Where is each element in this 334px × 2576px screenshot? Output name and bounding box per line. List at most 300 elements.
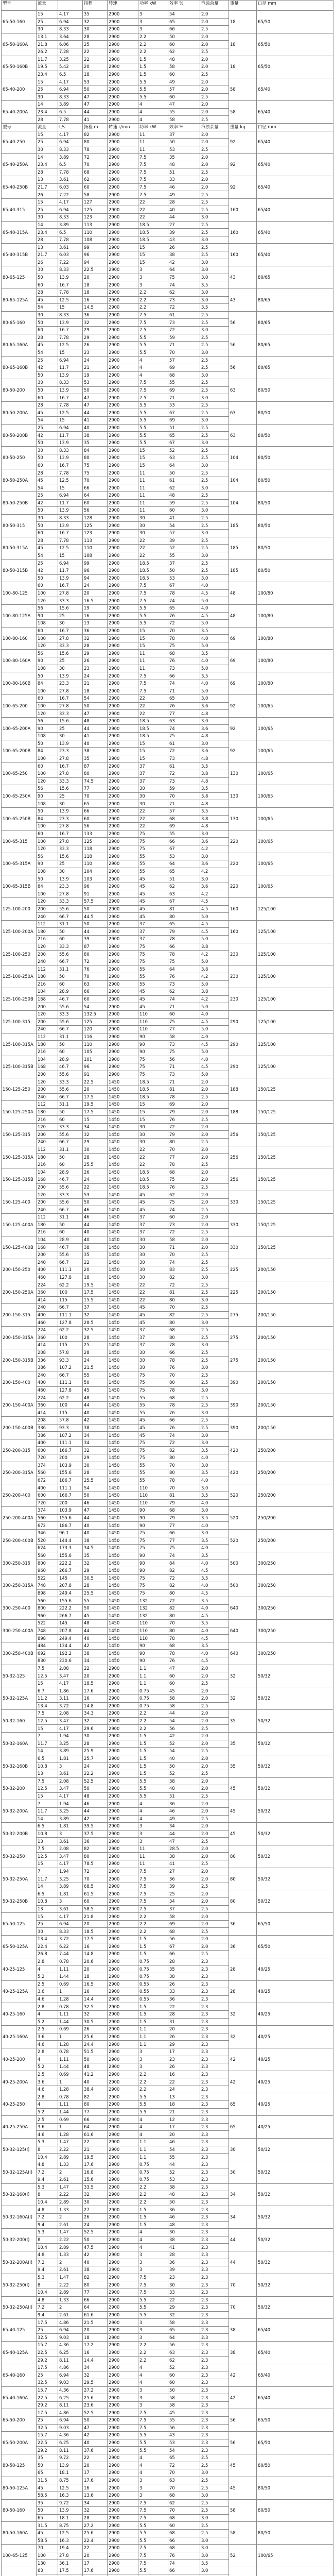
value-cell: 42	[168, 1732, 200, 1740]
table-row	[2, 762, 333, 770]
value-cell: 1450	[108, 1371, 138, 1379]
value-cell: 16.7	[58, 762, 83, 770]
value-cell: 2900	[108, 259, 138, 266]
value-cell: 6.94	[58, 139, 83, 146]
value-cell: 30	[138, 1364, 168, 1371]
value-cell: 28	[168, 2010, 200, 2018]
table-row	[2, 537, 333, 545]
table-row	[2, 33, 333, 41]
value-cell: 75	[168, 1048, 200, 1056]
model-cell: 80-50-125	[2, 2454, 37, 2477]
value-cell: 2900	[108, 183, 138, 191]
value-cell: 14.5	[83, 304, 108, 312]
value-cell: 16.7	[58, 830, 83, 838]
value-cell: 55	[138, 973, 168, 981]
value-cell: 32	[83, 2191, 108, 2199]
value-cell: 77	[83, 2289, 108, 2296]
table-row	[2, 1259, 333, 1266]
model-cell: 150-125-250A	[2, 1101, 37, 1124]
value-cell: 64	[168, 2334, 200, 2342]
value-cell: 200/150	[257, 1259, 333, 1281]
value-cell: 40	[83, 1236, 108, 1244]
value-cell: 28	[37, 334, 58, 342]
value-cell: 2.0	[200, 1244, 229, 1251]
value-cell: 41	[168, 1860, 200, 1868]
value-cell: 1.11	[58, 1965, 83, 1973]
value-cell: 100	[58, 1334, 83, 1342]
value-cell: 2900	[108, 1687, 138, 1695]
value-cell: 2900	[108, 672, 138, 680]
value-cell: 3	[138, 1823, 168, 1831]
value-cell: 3	[138, 2326, 168, 2334]
value-cell: 75	[138, 1071, 168, 1078]
value-cell: 92	[229, 695, 257, 718]
value-cell: 74	[168, 1432, 200, 1439]
value-cell: 50	[83, 386, 108, 394]
value-cell: 2.5	[200, 364, 229, 371]
value-cell: 65/40	[257, 78, 333, 101]
value-cell: 2900	[108, 1702, 138, 1710]
value-cell: 55	[138, 1401, 168, 1409]
value-cell: 15	[138, 462, 168, 469]
value-cell: 2.5	[37, 2116, 58, 2124]
value-cell: 55.6	[58, 1183, 83, 1191]
value-cell: 69	[229, 672, 257, 695]
value-cell: 2900	[108, 875, 138, 883]
value-cell: 22	[138, 1281, 168, 1289]
value-cell: 68	[83, 168, 108, 176]
value-cell: 125/100	[257, 1010, 333, 1033]
value-cell: 30	[37, 93, 58, 101]
value-cell: 2.5	[200, 1326, 229, 1334]
value-cell: 18.5	[138, 567, 168, 574]
value-cell: 70	[83, 792, 108, 800]
value-cell: 2900	[108, 770, 138, 777]
value-cell: 31.5	[37, 2477, 58, 2484]
value-cell: 22	[138, 823, 168, 831]
value-cell: 300/250	[257, 1597, 333, 1620]
value-cell: 2900	[108, 439, 138, 447]
value-cell: 7.5	[138, 161, 168, 168]
value-cell: 6.22	[58, 1943, 83, 1951]
value-cell: 104	[37, 1056, 58, 1063]
header-row	[2, 1, 333, 11]
value-cell: 500	[229, 1552, 257, 1574]
value-cell: 3.0	[200, 830, 229, 838]
value-cell: 35	[37, 2454, 58, 2462]
table-row	[2, 1417, 333, 1425]
value-cell: 75	[138, 1379, 168, 1387]
value-cell: 2.0	[200, 18, 229, 26]
value-cell: 29	[83, 1567, 108, 1574]
value-cell: 3.72	[58, 1936, 83, 1943]
value-cell: 103.9	[58, 1507, 83, 1515]
value-cell: 2900	[108, 2251, 138, 2259]
value-cell: 57.8	[58, 1349, 83, 1357]
model-cell: 300-250-400	[2, 1597, 37, 1620]
value-cell: 12.5	[58, 409, 83, 417]
value-cell: 32	[83, 18, 108, 26]
value-cell: 32	[229, 2026, 257, 2048]
value-cell: 16	[83, 2484, 108, 2492]
value-cell: 1450	[108, 1357, 138, 1364]
value-cell: 2.0	[200, 1943, 229, 1951]
value-cell: 112	[37, 965, 58, 973]
value-cell: 250/200	[257, 1462, 333, 1484]
value-cell: 2900	[108, 830, 138, 838]
value-cell: 230	[229, 943, 257, 965]
table-row	[2, 988, 333, 996]
value-cell: 48	[168, 492, 200, 500]
value-cell: 45	[83, 1612, 108, 1620]
value-cell: 2900	[108, 56, 138, 63]
value-cell: 78	[168, 1357, 200, 1364]
value-cell: 7.5	[138, 176, 168, 184]
value-cell: 32	[83, 1717, 108, 1725]
value-cell: 2.5	[200, 311, 229, 319]
value-cell: 19	[83, 604, 108, 612]
value-cell: 32	[229, 2003, 257, 2026]
value-cell: 2900	[108, 2048, 138, 2056]
value-cell: 115	[58, 1409, 83, 1417]
value-cell: 275	[229, 1304, 257, 1327]
table-row	[2, 1304, 333, 1312]
value-cell: 32	[83, 2371, 108, 2379]
value-cell: 2.3	[200, 2424, 229, 2432]
model-cell: 100-65-315B	[2, 875, 37, 898]
value-cell: 7.22	[58, 259, 83, 266]
value-cell: 34	[83, 2364, 108, 2371]
value-cell: 47	[83, 394, 108, 402]
value-cell: 69	[229, 650, 257, 672]
value-cell: 110	[138, 1499, 168, 1507]
value-cell: 2900	[108, 2274, 138, 2281]
value-cell: 25	[58, 725, 83, 733]
value-cell: 155.6	[58, 1469, 83, 1477]
value-cell: 55.6	[58, 1018, 83, 1026]
value-cell: 22	[83, 1183, 108, 1191]
table-row	[2, 1146, 333, 1154]
value-cell: 11.7	[58, 364, 83, 371]
value-cell: 2.3	[200, 2018, 229, 2026]
value-cell: 75	[138, 1537, 168, 1545]
value-cell: 55.6	[58, 905, 83, 913]
value-cell: 15	[58, 417, 83, 425]
model-cell: 50-32-250A(Ⅰ)	[2, 2296, 37, 2319]
value-cell: 25.7	[83, 1755, 108, 1762]
value-cell: 1450	[108, 1123, 138, 1131]
model-cell: 100-65-200B	[2, 740, 37, 762]
value-cell: 2900	[108, 2071, 138, 2078]
value-cell: 81	[168, 905, 200, 913]
value-cell: 50/32	[257, 1687, 333, 1710]
value-cell: 47	[83, 710, 108, 718]
value-cell: 78	[168, 1342, 200, 1349]
value-cell: 2	[58, 2304, 83, 2312]
value-cell: 3.47	[58, 1853, 83, 1860]
value-cell: 76	[83, 965, 108, 973]
value-cell: 2.5	[200, 229, 229, 236]
value-cell: 2	[58, 2213, 83, 2221]
table-row	[2, 2048, 333, 2056]
value-cell: 4.86	[58, 2409, 83, 2417]
value-cell: 2.3	[200, 2364, 229, 2371]
value-cell: 75	[138, 1574, 168, 1582]
value-cell: 830	[37, 1657, 58, 1665]
value-cell: 15	[58, 304, 83, 312]
value-cell: 21.5	[83, 1364, 108, 1371]
value-cell: 168	[37, 1063, 58, 1071]
value-cell: 4.8	[200, 777, 229, 785]
value-cell: 4.0	[200, 1477, 229, 1484]
value-cell: 96	[83, 567, 108, 574]
value-cell: 72	[168, 1574, 200, 1582]
value-cell: 2900	[108, 2447, 138, 2454]
value-cell: 0.78	[58, 2003, 83, 2011]
value-cell: 0.55	[138, 1980, 168, 1988]
value-cell: 2.5	[200, 1139, 229, 1146]
value-cell: 62	[168, 484, 200, 492]
value-cell: 216	[37, 980, 58, 988]
value-cell: 51	[168, 875, 200, 883]
value-cell: 374	[37, 1462, 58, 1469]
value-cell: 70	[229, 2296, 257, 2319]
value-cell: 2.0	[200, 154, 229, 161]
value-cell: 4.5	[200, 589, 229, 597]
value-cell: 6.94	[58, 2371, 83, 2379]
value-cell: 3.89	[58, 1748, 83, 1755]
value-cell: 90	[138, 1552, 168, 1560]
value-cell: 250/200	[257, 1507, 333, 1530]
value-cell: 2900	[108, 695, 138, 703]
value-cell: 2.3	[200, 2139, 229, 2146]
value-cell: 2.5	[200, 1394, 229, 1402]
value-cell: 224	[37, 1394, 58, 1402]
value-cell: 5.5	[138, 93, 168, 101]
value-cell: 2.0	[200, 1800, 229, 1808]
value-cell: 65/50	[257, 11, 333, 33]
value-cell: 15	[138, 251, 168, 259]
value-cell: 2.3	[200, 2319, 229, 2327]
value-cell: 9.4	[37, 2221, 58, 2229]
value-cell: 80/50	[257, 560, 333, 582]
value-cell: 125/100	[257, 898, 333, 921]
value-cell: 80	[83, 2101, 108, 2109]
value-cell: 37	[138, 920, 168, 928]
value-cell: 22	[138, 1289, 168, 1296]
value-cell: 5.0	[200, 1048, 229, 1056]
value-cell: 2.3	[200, 2409, 229, 2417]
value-cell: 37.6	[83, 2447, 108, 2454]
value-cell: 1.47	[58, 2139, 83, 2146]
value-cell: 25	[37, 2417, 58, 2425]
value-cell: 3	[138, 2401, 168, 2409]
value-cell: 48	[168, 1785, 200, 1793]
value-cell: 249.4	[58, 1589, 83, 1597]
value-cell: 11	[138, 469, 168, 477]
value-cell: 3	[138, 2319, 168, 2327]
value-cell: 62	[168, 289, 200, 296]
model-cell: 40-25-160	[2, 2003, 37, 2026]
table-row	[2, 1326, 333, 1334]
value-cell: 84	[37, 748, 58, 755]
value-cell: 0.75	[138, 1702, 168, 1710]
value-cell: 2900	[108, 1807, 138, 1815]
table-row	[2, 717, 333, 725]
value-cell: 0.75	[138, 2168, 168, 2176]
value-cell: 100	[37, 755, 58, 762]
value-cell: 240	[37, 1259, 58, 1266]
table-row	[2, 1484, 333, 1492]
table-row	[2, 1056, 333, 1063]
value-cell: 560	[37, 1552, 58, 1560]
value-cell: 18	[83, 2334, 108, 2342]
table-row	[2, 1529, 333, 1537]
value-cell: 7.5	[138, 2409, 168, 2417]
value-cell: 80	[83, 951, 108, 958]
value-cell: 3.0	[200, 1296, 229, 1304]
value-cell: 4.17	[58, 131, 83, 139]
value-cell: 200	[37, 1183, 58, 1191]
value-cell: 50	[83, 702, 108, 710]
model-cell: 200-150-315B	[2, 1349, 37, 1371]
value-cell: 2900	[108, 665, 138, 672]
value-cell: 82	[168, 1447, 200, 1454]
value-cell: 192.2	[58, 1650, 83, 1657]
table-row	[2, 2567, 333, 2574]
value-cell: 3	[138, 2063, 168, 2071]
value-cell: 120	[83, 1026, 108, 1033]
value-cell: 8.75	[58, 2477, 83, 2484]
value-cell: 29	[168, 2041, 200, 2048]
value-cell: 166.7	[58, 1447, 83, 1454]
value-cell: 72	[168, 326, 200, 334]
value-cell: 65	[229, 2116, 257, 2139]
value-cell: 75	[138, 1545, 168, 1552]
value-cell: 7	[37, 1800, 58, 1808]
value-cell: 7.5	[138, 2289, 168, 2296]
value-cell: 1450	[108, 1507, 138, 1515]
model-cell: 65-50-125A	[2, 1936, 37, 1958]
value-cell: 33.5	[83, 2183, 108, 2191]
value-cell: 50	[37, 875, 58, 883]
value-cell: 30	[37, 1928, 58, 1936]
value-cell: 5.3	[37, 2139, 58, 2146]
value-cell: 2900	[108, 905, 138, 913]
value-cell: 66	[83, 2116, 108, 2124]
value-cell: 59	[168, 785, 200, 793]
value-cell: 62.2	[58, 1281, 83, 1289]
value-cell: 4.2	[200, 890, 229, 898]
value-cell: 2.3	[200, 2379, 229, 2387]
value-cell: 3.0	[200, 484, 229, 492]
value-cell: 56	[37, 650, 58, 657]
value-cell: 90	[138, 1522, 168, 1530]
value-cell: 4	[138, 371, 168, 379]
value-cell: 2900	[108, 41, 138, 48]
value-cell: 1450	[108, 1364, 138, 1371]
value-cell: 1.28	[58, 2086, 83, 2093]
value-cell: 80/65	[257, 311, 333, 334]
value-cell: 31.1	[58, 920, 83, 928]
model-cell: 100-65-315A	[2, 853, 37, 875]
value-cell: 53	[83, 379, 108, 387]
value-cell: 35	[229, 1732, 257, 1755]
value-cell: 6.94	[58, 357, 83, 364]
value-cell: 45	[37, 545, 58, 552]
value-cell: 26	[168, 2033, 200, 2041]
value-cell: 5.5	[138, 2296, 168, 2304]
value-cell: 5.5	[138, 86, 168, 93]
value-cell: 44.5	[83, 913, 108, 921]
value-cell: 2900	[108, 198, 138, 206]
value-cell: 26.2	[37, 48, 58, 56]
value-cell: 72	[83, 1868, 108, 1875]
value-cell: 0.69	[58, 2026, 83, 2033]
value-cell: 160	[229, 244, 257, 266]
value-cell: 3.0	[200, 1462, 229, 1469]
model-cell: 65-50-200A	[2, 2432, 37, 2454]
value-cell: 4.17	[58, 1680, 83, 1687]
value-cell: 160	[229, 920, 257, 943]
value-cell: 4.0	[200, 1522, 229, 1530]
value-cell: 38	[168, 1973, 200, 1980]
value-cell: 14.8	[83, 1951, 108, 1958]
table-row	[2, 2251, 333, 2259]
value-cell: 168	[37, 995, 58, 1003]
value-cell: 28.9	[58, 1236, 83, 1244]
value-cell: 1.5	[138, 2213, 168, 2221]
value-cell: 52	[168, 1770, 200, 1777]
value-cell: 54	[83, 695, 108, 703]
value-cell: 3.89	[58, 221, 83, 229]
value-cell: 75	[138, 1063, 168, 1071]
value-cell: 2.3	[200, 2251, 229, 2259]
value-cell: 66	[168, 2567, 200, 2574]
value-cell: 76	[168, 612, 200, 620]
value-cell: 65	[168, 18, 200, 26]
value-cell: 3.64	[58, 33, 83, 41]
value-cell: 2900	[108, 1018, 138, 1026]
value-cell: 346	[37, 1529, 58, 1537]
value-cell: 24	[83, 1176, 108, 1184]
value-cell: 35	[37, 2499, 58, 2507]
value-cell: 28.9	[58, 1168, 83, 1176]
model-cell: 125-100-315B	[2, 1056, 37, 1078]
value-cell: 1.1	[138, 1665, 168, 1672]
value-cell: 28	[168, 198, 200, 206]
value-cell: 49	[168, 78, 200, 86]
value-cell: 3.0	[200, 394, 229, 402]
value-cell: 2900	[108, 2266, 138, 2274]
value-cell: 120	[37, 1123, 58, 1131]
value-cell: 31.5	[37, 2522, 58, 2530]
value-cell: 75	[138, 845, 168, 853]
value-cell: 45	[138, 1304, 168, 1312]
value-cell: 48	[229, 582, 257, 605]
value-cell: 44	[83, 725, 108, 733]
value-cell: 3.0	[200, 2514, 229, 2522]
value-cell: 2900	[108, 1800, 138, 1808]
value-cell: 5.5	[138, 401, 168, 409]
value-cell: 43	[168, 2432, 200, 2439]
model-cell: 150-125-315B	[2, 1168, 37, 1191]
value-cell: 30	[138, 529, 168, 537]
value-cell: 60	[37, 762, 58, 770]
value-cell: 1450	[108, 1236, 138, 1244]
value-cell: 30	[138, 785, 168, 793]
value-cell: 2900	[108, 244, 138, 251]
